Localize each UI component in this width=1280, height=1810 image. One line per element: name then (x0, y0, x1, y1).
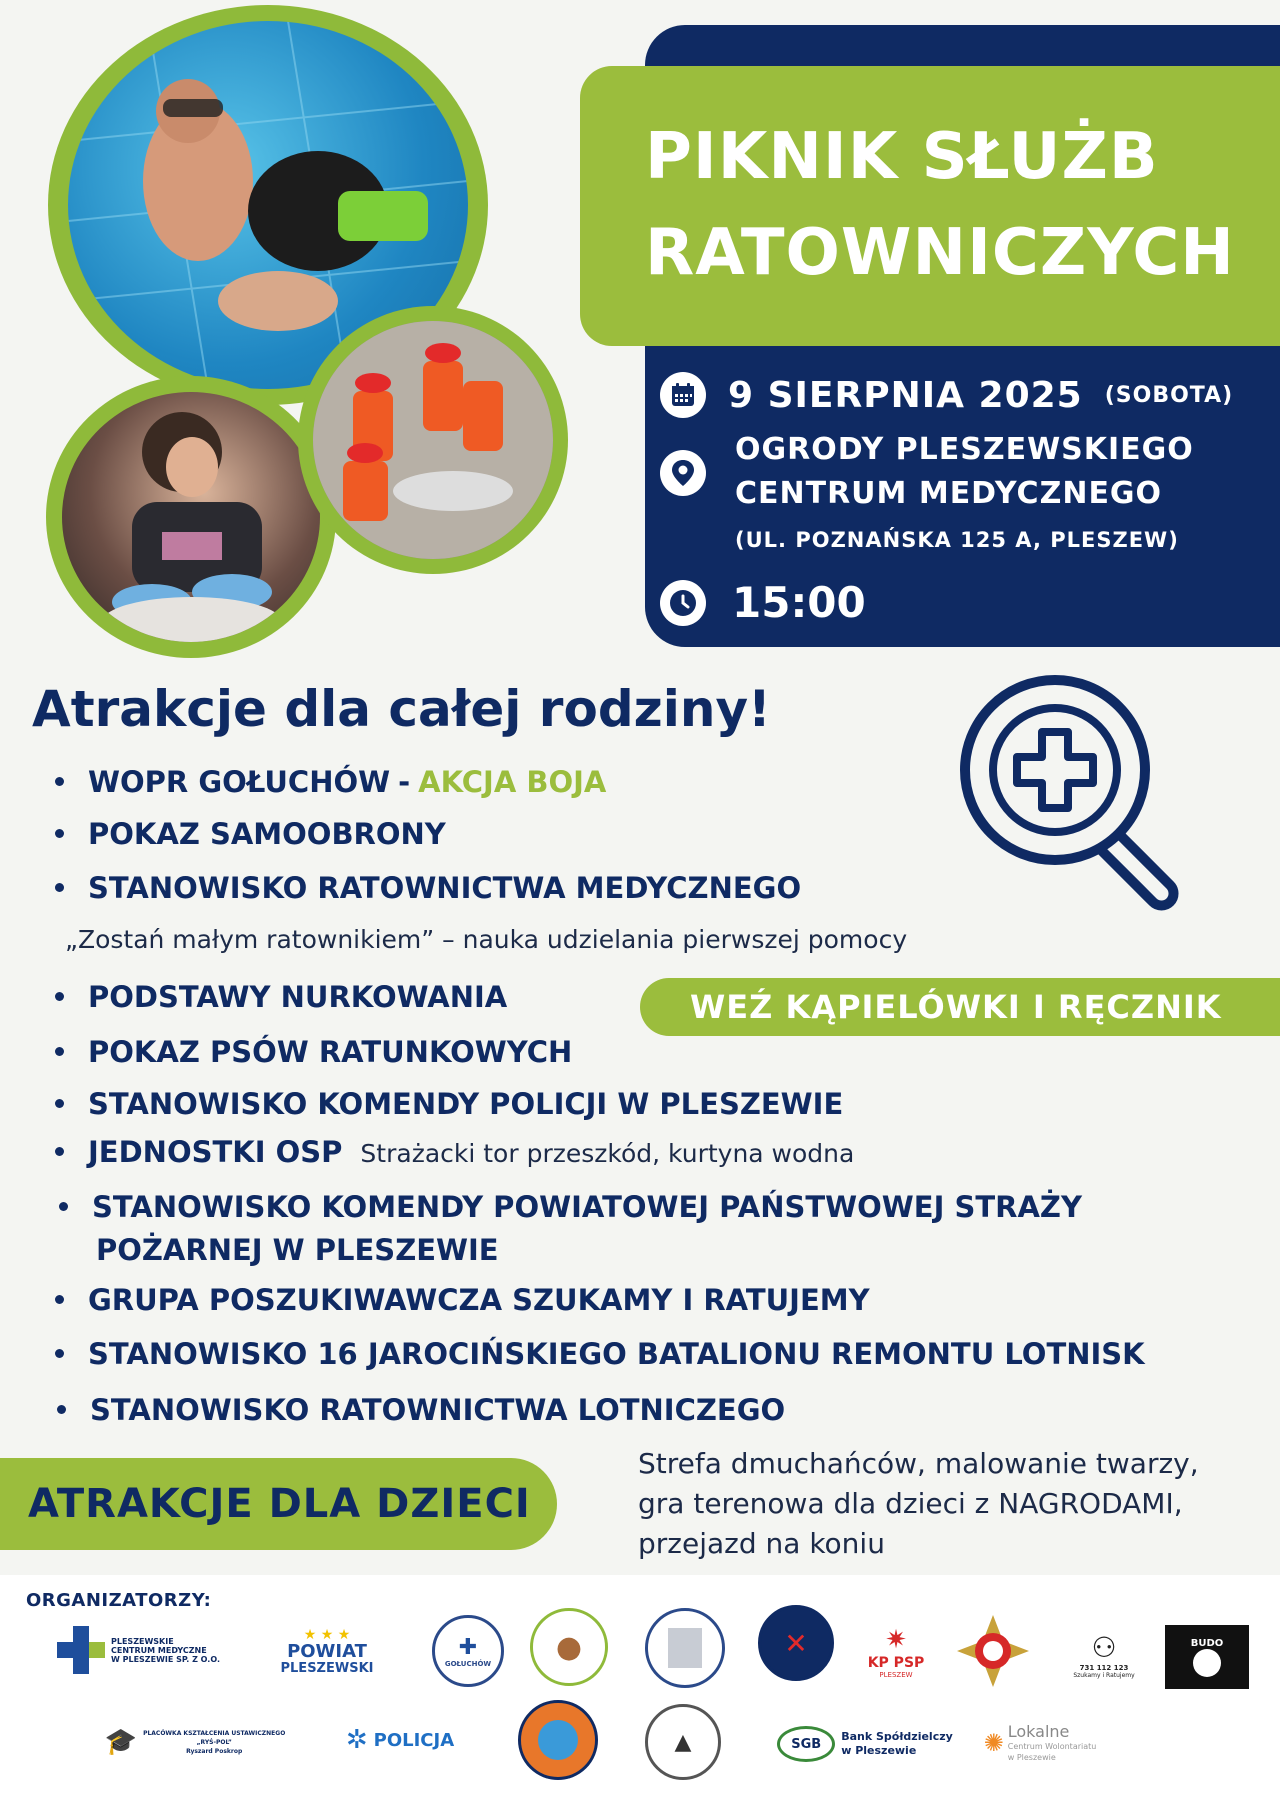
event-location (735, 428, 1194, 552)
bullet (55, 883, 64, 892)
kids-rescuers-photo (298, 306, 568, 574)
item-label: STANOWISKO KOMENDY POWIATOWEJ PAŃSTWOWEJ STRAŻY (92, 1190, 1082, 1224)
teddy-bear-logo (530, 1608, 608, 1686)
item-label: STANOWISKO KOMENDY POLICJI W PLESZEWIE (88, 1087, 844, 1121)
bullet (59, 1202, 68, 1211)
logo-text: PLACÓWKA KSZTAŁCENIA USTAWICZNEGO (143, 1729, 286, 1737)
item-label: PODSTAWY NURKOWANIA (88, 980, 508, 1014)
powiat-logo (262, 1620, 392, 1682)
logo-text: SGB (777, 1726, 835, 1762)
event-day: (SOBOTA) (1104, 382, 1234, 408)
list-item (55, 1135, 854, 1169)
budo-logo (1165, 1625, 1249, 1689)
bullet (55, 1295, 64, 1304)
search-group-logo (645, 1704, 721, 1780)
item-label: POKAZ SAMOOBRONY (88, 817, 446, 851)
bullet (57, 1405, 66, 1414)
stars-icon: ★ ★ ★ (303, 1626, 351, 1643)
martial-arts-icon (1193, 1649, 1221, 1677)
pcm-logo (55, 1622, 235, 1678)
logo-text: w Pleszewie (841, 1744, 917, 1757)
volunteer-center-logo (970, 1718, 1110, 1768)
event-title-line2: RATOWNICZYCH (645, 216, 1235, 290)
logo-text: w Pleszewie (1007, 1753, 1056, 1762)
sun-icon: ✺ (983, 1729, 1004, 1757)
logo-text: Szukamy i Ratujemy (1073, 1672, 1135, 1679)
logo-text: GOŁUCHÓW (444, 1659, 492, 1668)
bullet (55, 777, 64, 786)
fire-icon: ✷ (885, 1625, 907, 1655)
kids-attractions-description (638, 1444, 1199, 1564)
item-label: JEDNOSTKI OSP (88, 1135, 343, 1169)
szukamy-logo (1062, 1614, 1146, 1696)
item-accent: AKCJA BOJA (418, 765, 607, 799)
police-star-icon: ✲ (345, 1725, 368, 1755)
bullet (55, 1147, 64, 1156)
attractions-heading: Atrakcje dla całej rodziny! (32, 680, 771, 738)
policja-logo (335, 1718, 465, 1762)
emblem-icon (538, 1720, 578, 1760)
bullet (55, 992, 64, 1001)
swim-banner: WEŹ KĄPIELÓWKI I RĘCZNIK (640, 978, 1280, 1036)
list-item (55, 817, 446, 851)
logo-text: „RYŚ-POL” (196, 1738, 232, 1746)
graduation-cap-icon: 🎓 (104, 1727, 138, 1757)
rescue-logo (758, 1605, 834, 1681)
list-item (57, 1393, 785, 1427)
item-label: GRUPA POSZUKIWAWCZA SZUKAMY I RATUJEMY (88, 1283, 870, 1317)
logo-text: POLICJA (373, 1729, 455, 1751)
logo-text: POWIAT (287, 1640, 367, 1662)
kp-psp-logo (862, 1614, 930, 1690)
first-aid-photo (46, 376, 336, 658)
kids-line: gra terenowa dla dzieci z NAGRODAMI, (638, 1487, 1183, 1520)
location-pin-icon (660, 450, 706, 496)
bank-logo (775, 1722, 955, 1766)
calendar-icon (660, 372, 706, 418)
logo-text: PLESZEW (879, 1671, 913, 1679)
event-title-line1: PIKNIK SŁUŻB (645, 120, 1159, 194)
logo-text: CENTRUM MEDYCZNE (111, 1645, 207, 1655)
list-item-continuation (96, 1233, 499, 1267)
list-item (55, 1283, 870, 1317)
item-note: Strażacki tor przeszkód, kurtyna wodna (360, 1139, 855, 1168)
time-row (660, 578, 866, 627)
cross-icon: ✕ (784, 1626, 808, 1660)
medical-cross-icon (55, 1624, 107, 1676)
location-line2: CENTRUM MEDYCZNEGO (735, 476, 1163, 511)
bullet (55, 1047, 64, 1056)
date-row (660, 372, 1233, 418)
organizers-label: ORGANIZATORZY: (26, 1590, 212, 1611)
tree-icon: ▲ (674, 1729, 692, 1755)
bullet (55, 829, 64, 838)
logo-text: W PLESZEWIE SP. Z O.O. (111, 1654, 221, 1664)
rys-pol-logo (100, 1714, 290, 1770)
logo-text: Ryszard Poskrop (186, 1747, 243, 1755)
list-item (55, 980, 507, 1014)
teddy-bear-icon: ● (555, 1629, 583, 1665)
list-item (55, 765, 606, 799)
logo-text: PLESZEWSKIE (111, 1636, 174, 1646)
event-time: 15:00 (732, 578, 866, 627)
people-icon: ⚇ (1091, 1631, 1117, 1664)
cross-icon: ✚ (458, 1634, 478, 1660)
wopr-goluchow-logo (432, 1615, 504, 1687)
magnifier-medical-cross-icon (950, 670, 1200, 920)
title-panel (580, 66, 1280, 346)
item-label: STANOWISKO RATOWNICTWA MEDYCZNEGO (88, 871, 802, 905)
logo-text: 731 112 123 (1079, 1664, 1129, 1672)
list-item (55, 1337, 1145, 1371)
logo-text: Centrum Wolontariatu (1007, 1742, 1097, 1751)
battalion-logo (645, 1608, 725, 1688)
logo-text: PLESZEWSKI (280, 1660, 374, 1676)
bullet (55, 1349, 64, 1358)
item-separator: - (398, 765, 411, 799)
medical-station-note: „Zostań małym ratownikiem” – nauka udzielania pierwszej pomocy (65, 925, 908, 954)
fire-brigade-emblem (952, 1610, 1034, 1692)
list-item (55, 1035, 572, 1069)
list-item (59, 1190, 1082, 1224)
list-item (55, 1087, 843, 1121)
list-item (55, 871, 801, 905)
logo-text: Lokalne (1007, 1722, 1070, 1741)
logo-text: Bank Spółdzielczy (841, 1730, 953, 1743)
logo-text: KP PSP (867, 1655, 925, 1671)
bullet (55, 1099, 64, 1108)
location-line1: OGRODY PLESZEWSKIEGO (735, 432, 1194, 467)
logo-text: BUDO (1190, 1637, 1224, 1649)
item-label: POŻARNEJ W PLESZEWIE (96, 1233, 499, 1267)
location-address: (UL. POZNAŃSKA 125 A, PLESZEW) (735, 528, 1179, 552)
clock-icon (660, 580, 706, 626)
kids-line: przejazd na koniu (638, 1527, 885, 1560)
item-label: STANOWISKO 16 JAROCIŃSKIEGO BATALIONU REMONTU LOTNISK (88, 1337, 1145, 1371)
item-label: STANOWISKO RATOWNICTWA LOTNICZEGO (90, 1393, 786, 1427)
item-label: WOPR GOŁUCHÓW (88, 765, 391, 799)
kids-line: Strefa dmuchańców, malowanie twarzy, (638, 1447, 1199, 1480)
item-label: POKAZ PSÓW RATUNKOWYCH (88, 1035, 573, 1069)
event-date: 9 SIERPNIA 2025 (728, 374, 1083, 416)
osp-round-logo (518, 1700, 598, 1780)
shield-icon (668, 1628, 702, 1668)
kids-attractions-banner: ATRAKCJE DLA DZIECI (0, 1458, 557, 1550)
